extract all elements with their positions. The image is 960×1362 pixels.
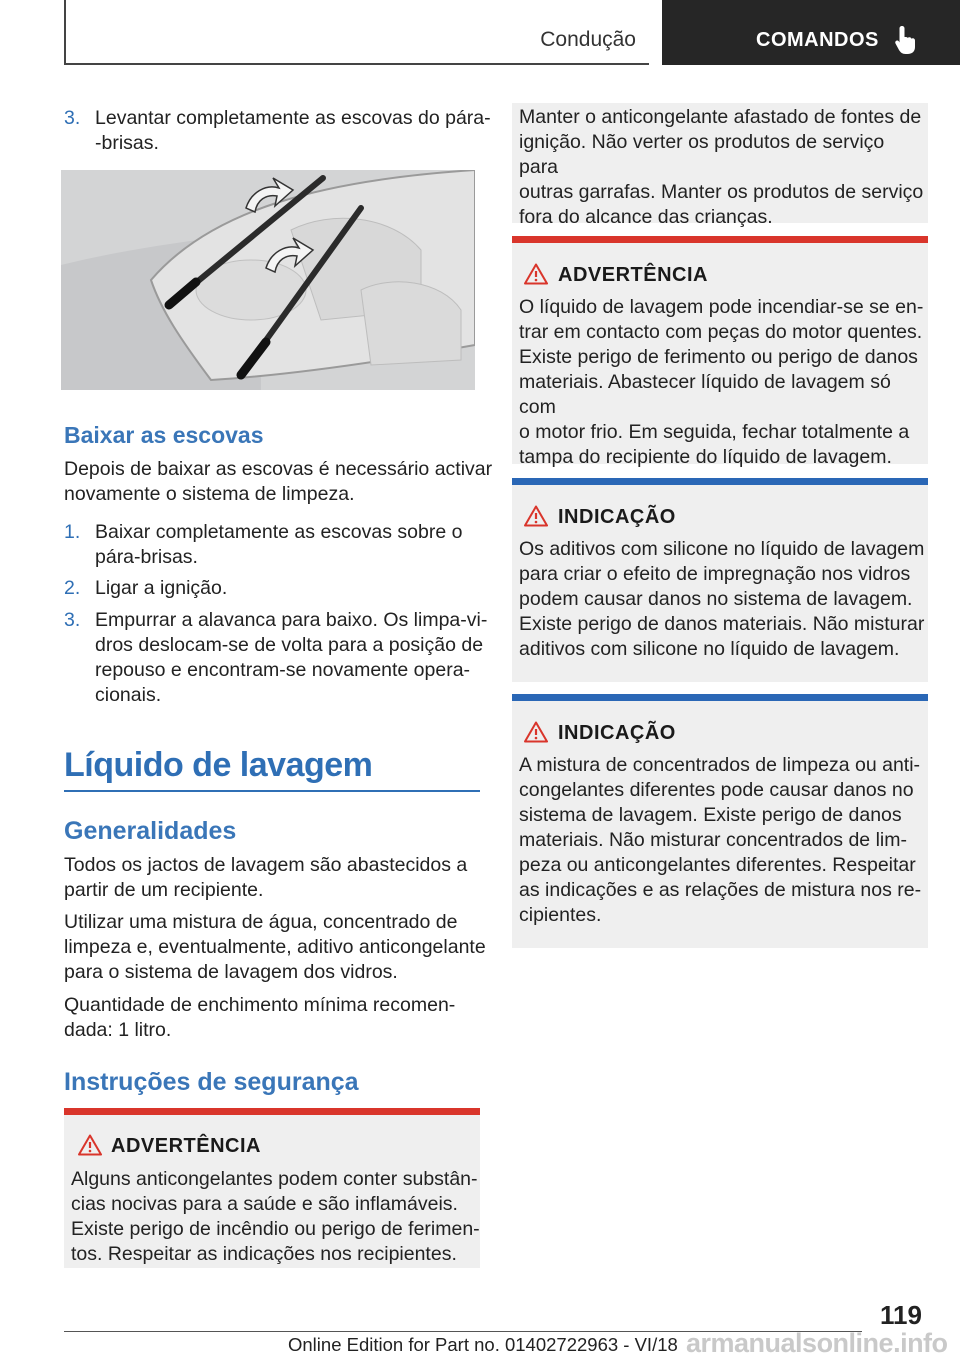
notice-text: [519, 753, 921, 928]
notice-bar: [512, 478, 928, 485]
paragraph: [64, 457, 492, 507]
text-line: para o sistema de lavagem dos vidros.: [64, 961, 398, 983]
text-line: as indicações e as relações de mistura nos re-: [519, 879, 922, 901]
text-line: fora do alcance das crianças.: [519, 206, 773, 228]
page-number: 119: [880, 1300, 922, 1330]
text-line: cipientes.: [519, 904, 602, 926]
notice-bar: [512, 694, 928, 701]
notice-text: [519, 537, 924, 662]
text-line: Existe perigo de incêndio ou perigo de ferimen-: [71, 1218, 480, 1240]
text-line: A mistura de concentrados de limpeza ou anti-: [519, 754, 921, 776]
notice-title: INDICAÇÃO: [558, 722, 676, 744]
text-line: Existe perigo de danos materiais. Não misturar: [519, 613, 925, 635]
text-line: Manter o anticongelante afastado de fontes de: [519, 106, 922, 128]
section-heading: Instruções de segurança: [64, 1068, 359, 1096]
header-section-title[interactable]: Condução: [540, 28, 636, 51]
warning-bar: [64, 1108, 480, 1115]
text-line: Utilizar uma mistura de água, concentrado de: [64, 911, 458, 933]
wiper-blades-raised-illustration: [61, 170, 475, 390]
text-line: podem causar danos no sistema de lavagem.: [519, 588, 913, 610]
text-line: trar em contacto com peças do motor quentes.: [519, 321, 923, 343]
text-line: -brisas.: [95, 132, 159, 154]
text-line: dros deslocam-se de volta para a posição de: [95, 634, 484, 656]
text-line: ignição. Não verter os produtos de serviço para: [519, 131, 885, 178]
pointing-hand-icon: [893, 24, 919, 56]
section-heading: Baixar as escovas: [64, 422, 264, 448]
text-line: o motor frio. Em seguida, fechar totalmente a: [519, 421, 910, 443]
step-text: [95, 106, 491, 156]
warning-text: [519, 295, 928, 470]
text-line: Baixar completamente as escovas sobre o: [95, 521, 463, 543]
notice-box: [512, 478, 928, 682]
text-line: cias nocivas para a saúde e são inflamáveis.: [71, 1193, 458, 1215]
watermark: armanualsonline.info: [686, 1328, 948, 1358]
text-line: novamente o sistema de limpeza.: [64, 483, 355, 505]
section-heading: Generalidades: [64, 817, 237, 845]
warning-triangle-icon: [524, 263, 548, 285]
text-line: materiais. Abastecer líquido de lavagem só com: [519, 371, 891, 418]
step-text: [95, 520, 462, 570]
text-line: tos. Respeitar as indicações nos recipientes.: [71, 1243, 457, 1265]
text-line: Depois de baixar as escovas é necessário activar: [64, 458, 493, 480]
text-line: Empurrar a alavanca para baixo. Os limpa-vi-: [95, 609, 488, 631]
warning-title: ADVERTÊNCIA: [111, 1135, 261, 1157]
warning-title: ADVERTÊNCIA: [558, 264, 708, 286]
text-line: Levantar completamente as escovas do pára-: [95, 107, 491, 129]
text-line: O líquido de lavagem pode incendiar-se se en-: [519, 296, 924, 318]
header-left-rule: [64, 0, 66, 64]
chapter-heading-rule: [64, 790, 480, 792]
text-line: repouso e encontram-se novamente opera-: [95, 659, 471, 681]
notice-box: [512, 694, 928, 948]
warning-bar: [512, 236, 928, 243]
text-line: Os aditivos com silicone no líquido de lavagem: [519, 538, 925, 560]
text-line: para criar o efeito de impregnação nos vidros: [519, 563, 911, 585]
step-number: 3.: [64, 609, 81, 631]
warning-triangle-icon: [524, 721, 548, 743]
text-line: dada: 1 litro.: [64, 1019, 172, 1041]
paragraph: [64, 853, 467, 903]
text-line: Alguns anticongelantes podem conter substân-: [71, 1168, 478, 1190]
warning-box-continuation: [512, 103, 928, 228]
step-number: 1.: [64, 521, 81, 543]
paragraph: [64, 910, 486, 985]
header-chapter-tab[interactable]: [662, 0, 960, 65]
text-line: limpeza e, eventualmente, aditivo anticongelante: [64, 936, 486, 958]
text-line: Quantidade de enchimento mínima recomen-: [64, 994, 456, 1016]
warning-box: [512, 236, 928, 468]
text-line: Todos os jactos de lavagem são abastecidos a: [64, 854, 468, 876]
paragraph: [64, 993, 455, 1043]
warning-text: [519, 105, 928, 230]
text-line: materiais. Não misturar concentrados de lim-: [519, 829, 907, 851]
warning-box: [64, 1108, 480, 1268]
chapter-tab-label: COMANDOS: [756, 29, 879, 51]
warning-triangle-icon: [78, 1134, 102, 1156]
notice-title: INDICAÇÃO: [558, 506, 676, 528]
chapter-heading: Líquido de lavagem: [64, 746, 373, 784]
warning-triangle-icon: [524, 505, 548, 527]
text-line: Existe perigo de ferimento ou perigo de danos: [519, 346, 918, 368]
text-line: Ligar a ignição.: [95, 577, 228, 599]
header-bottom-rule: [64, 63, 649, 65]
step-text: [95, 576, 227, 601]
warning-text: [71, 1167, 480, 1267]
text-line: peza ou anticongelantes diferentes. Respeitar: [519, 854, 916, 876]
text-line: sistema de lavagem. Existe perigo de danos: [519, 804, 902, 826]
text-line: cionais.: [95, 684, 162, 706]
text-line: aditivos com silicone no líquido de lavagem.: [519, 638, 900, 660]
text-line: partir de um recipiente.: [64, 879, 264, 901]
step-number: 3.: [64, 107, 81, 129]
text-line: pára-brisas.: [95, 546, 198, 568]
text-line: tampa do recipiente do líquido de lavagem.: [519, 446, 892, 468]
step-number: 2.: [64, 577, 81, 599]
text-line: congelantes diferentes pode causar danos no: [519, 779, 914, 801]
edition-text: Online Edition for Part no. 01402722963 - VI/18: [288, 1334, 678, 1355]
step-text: [95, 608, 487, 708]
text-line: outras garrafas. Manter os produtos de serviço: [519, 181, 924, 203]
